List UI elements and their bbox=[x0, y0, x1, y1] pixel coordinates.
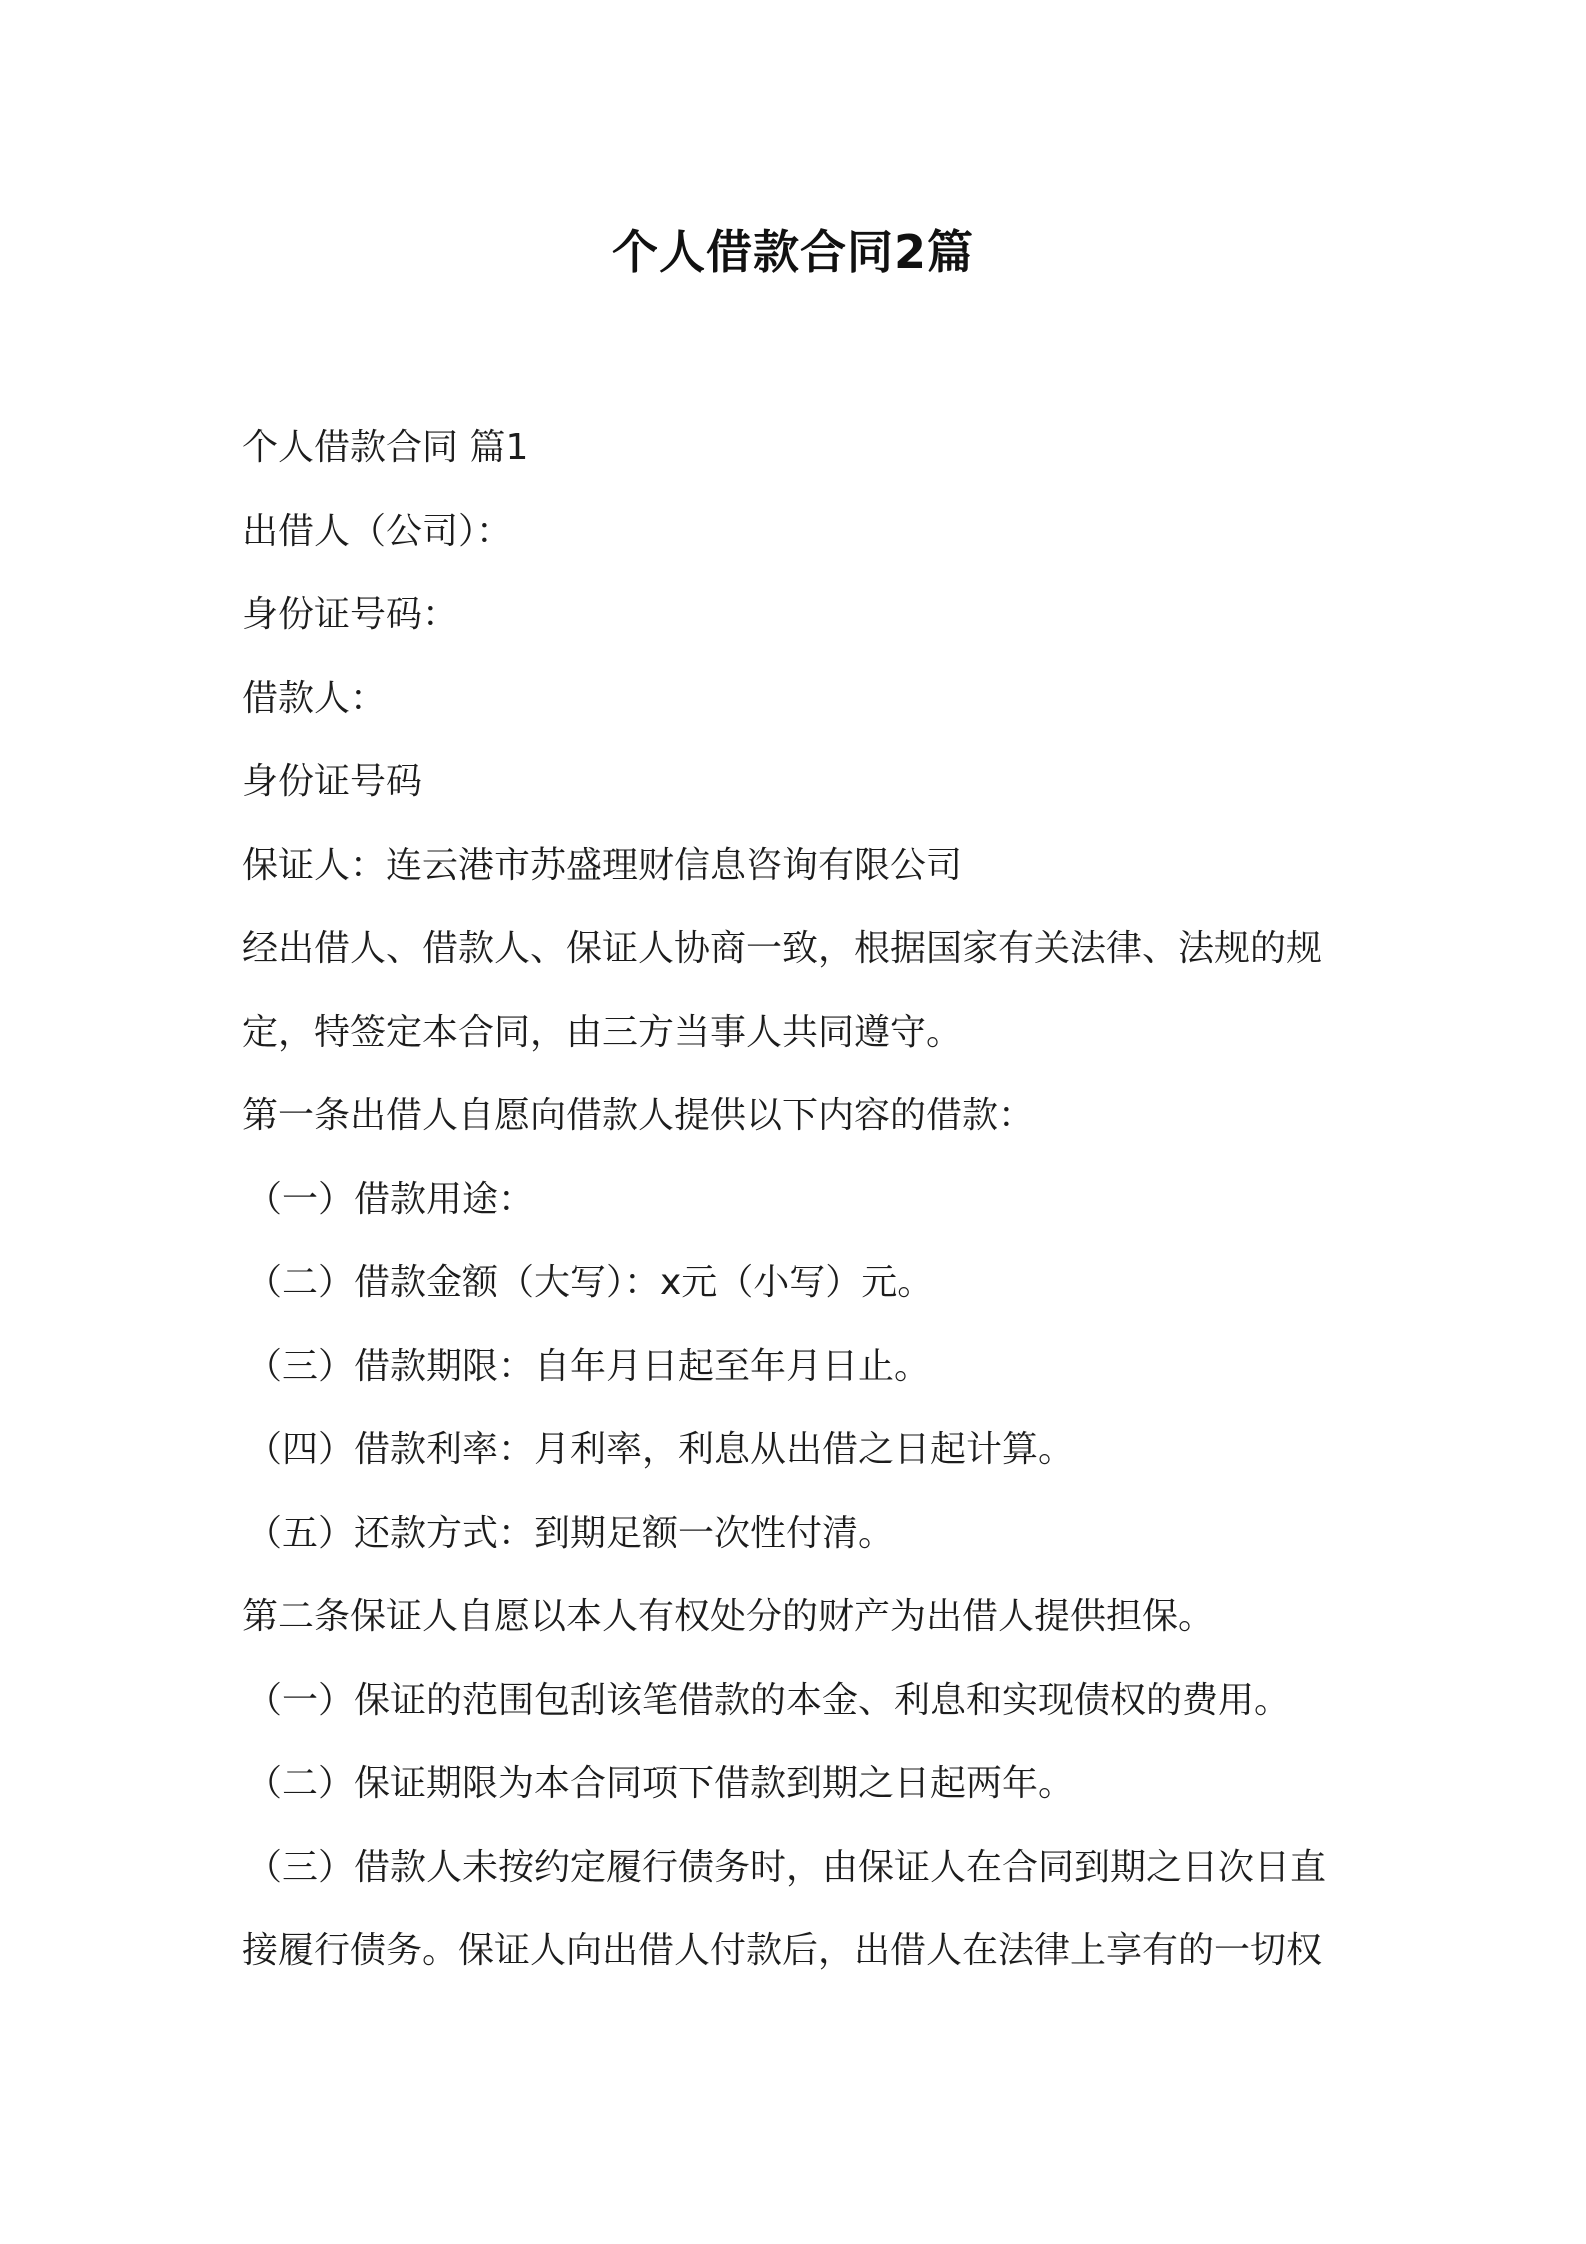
lender-field: 出借人（公司）： bbox=[242, 510, 513, 552]
article-2-item-3-line-2: 接履行债务。保证人向出借人付款后，出借人在法律上享有的一切权 bbox=[242, 1930, 1323, 1971]
article-1-item-5: （五）还款方式：到期足额一次性付清。 bbox=[246, 1512, 895, 1554]
preamble-line-2: 定，特签定本合同，由三方当事人共同遵守。 bbox=[242, 1011, 963, 1053]
article-1-item-3: （三）借款期限：自年月日起至年月日止。 bbox=[246, 1345, 931, 1387]
guarantor-field: 保证人：连云港市苏盛理财信息咨询有限公司 bbox=[242, 844, 963, 886]
article-2-heading: 第二条保证人自愿以本人有权处分的财产为出借人提供担保。 bbox=[242, 1596, 1215, 1637]
article-2-item-1: （一）保证的范围包刮该笔借款的本金、利息和实现债权的费用。 bbox=[246, 1679, 1291, 1721]
borrower-id-field: 身份证号码 bbox=[242, 761, 423, 802]
document-title: 个人借款合同2篇 bbox=[611, 225, 974, 279]
article-1-item-4: （四）借款利率：月利率，利息从出借之日起计算。 bbox=[246, 1429, 1075, 1470]
article-1-heading: 第一条出借人自愿向借款人提供以下内容的借款： bbox=[242, 1095, 1035, 1136]
document-body bbox=[242, 406, 1362, 1993]
article-2-item-3-line-1: （三）借款人未按约定履行债务时，由保证人在合同到期之日次日直 bbox=[246, 1846, 1327, 1888]
section-heading: 个人借款合同 篇1 bbox=[242, 427, 529, 468]
article-1-item-2: （二）借款金额（大写）：x元（小写）元。 bbox=[246, 1262, 934, 1303]
article-2-item-2: （二）保证期限为本合同项下借款到期之日起两年。 bbox=[246, 1763, 1075, 1804]
article-1-item-1: （一）借款用途： bbox=[246, 1178, 535, 1220]
preamble-line-1: 经出借人、借款人、保证人协商一致，根据国家有关法律、法规的规 bbox=[242, 928, 1323, 969]
borrower-field: 借款人： bbox=[242, 677, 387, 719]
lender-id-field: 身份证号码： bbox=[242, 594, 459, 635]
